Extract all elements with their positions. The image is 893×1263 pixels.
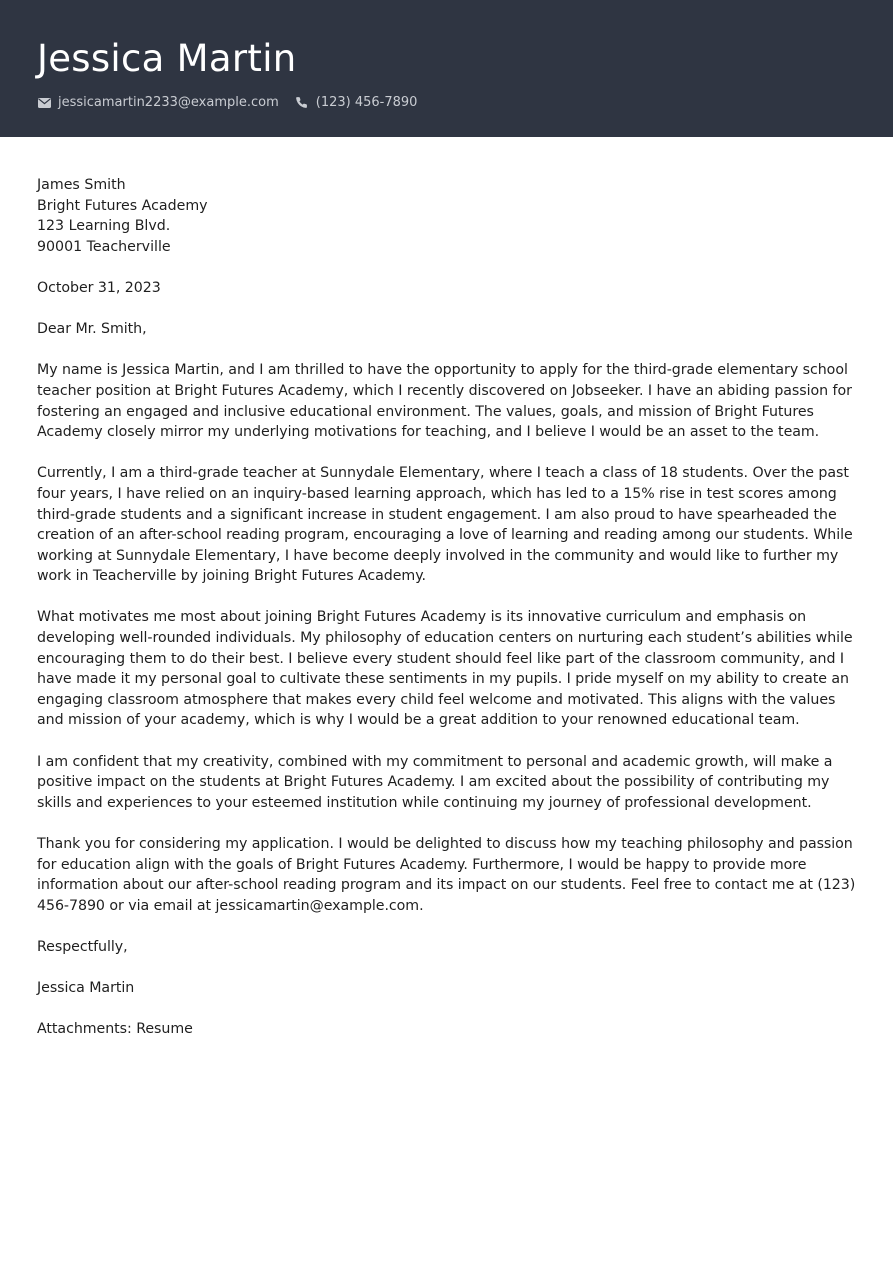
email-text[interactable]: jessicamartin2233@example.com [58, 95, 279, 110]
paragraph: Thank you for considering my application. I would be delighted to discuss how my teaching philosophy and passion for education align with the goals of Bright Futures Academy. Furthermore, I would be happy to provide more information about our after-school reading program and its impact on our students. Feel free to contact me at (123) 456-7890 or via email at jessicamartin@example.com. [37, 836, 856, 914]
phone-text[interactable]: (123) 456-7890 [315, 95, 418, 110]
recipient-organization: Bright Futures Academy [37, 197, 208, 214]
letter-header [0, 0, 893, 137]
salutation: Dear Mr. Smith, [37, 321, 147, 338]
recipient-name: James Smith [37, 177, 126, 193]
applicant-name: Jessica Martin [37, 37, 297, 80]
paragraph: I am confident that my creativity, combined with my commitment to personal and academic growth, will make a positive impact on the students at Bright Futures Academy. I am excited about the possibility of contributing my skills and experiences to your esteemed institution while continuing my journey of professional development. [37, 753, 833, 811]
signature: Jessica Martin [37, 980, 135, 997]
paragraph: My name is Jessica Martin, and I am thrilled to have the opportunity to apply for the third-grade elementary school teacher position at Bright Futures Academy, which I recently discovered on Jobseeker. I have an abiding passion for fostering an engaged and inclusive educational environment. The values, goals, and mission of Bright Futures Academy closely mirror my underlying motivations for teaching, and I believe I would be an asset to the team. [37, 362, 852, 441]
paragraph: What motivates me most about joining Bright Futures Academy is its innovative curriculum and emphasis on developing well-rounded individuals. My philosophy of education centers on nurturing each student’s abilities while encouraging them to do their best. I believe every student should feel like part of the classroom community, and I have made it my personal goal to cultivate these sentiments in my pupils. I pride myself on my ability to create an engaging classroom atmosphere that makes every child feel welcome and motivated. This aligns with the values and mission of your academy, which is why I would be a great addition to your renowned educational team. [37, 609, 853, 729]
envelope-icon [37, 96, 51, 110]
closing: Respectfully, [37, 938, 128, 955]
letter-date: October 31, 2023 [37, 279, 161, 296]
phone-icon [295, 96, 309, 110]
email-contact[interactable] [37, 95, 279, 110]
paragraph: Currently, I am a third-grade teacher at Sunnydale Elementary, where I teach a class of 18 students. Over the past four years, I have relied on an inquiry-based learning approach, which has led to a 15% rise in test scores among third-grade students and a significant increase in student engagement. I am also proud to have spearheaded the creation of an after-school reading program, encouraging a love of learning and reading among our students. While working at Sunnydale Elementary, I have become deeply involved in the community and would like to further my work in Teacherville by joining Bright Futures Academy. [37, 465, 853, 585]
recipient-city: 90001 Teacherville [37, 238, 171, 255]
phone-contact[interactable] [295, 95, 418, 110]
letter-body [0, 137, 893, 1040]
contact-info [37, 95, 856, 110]
recipient-street: 123 Learning Blvd. [37, 218, 171, 235]
recipient-address [37, 175, 856, 257]
attachments: Attachments: Resume [37, 1021, 193, 1038]
